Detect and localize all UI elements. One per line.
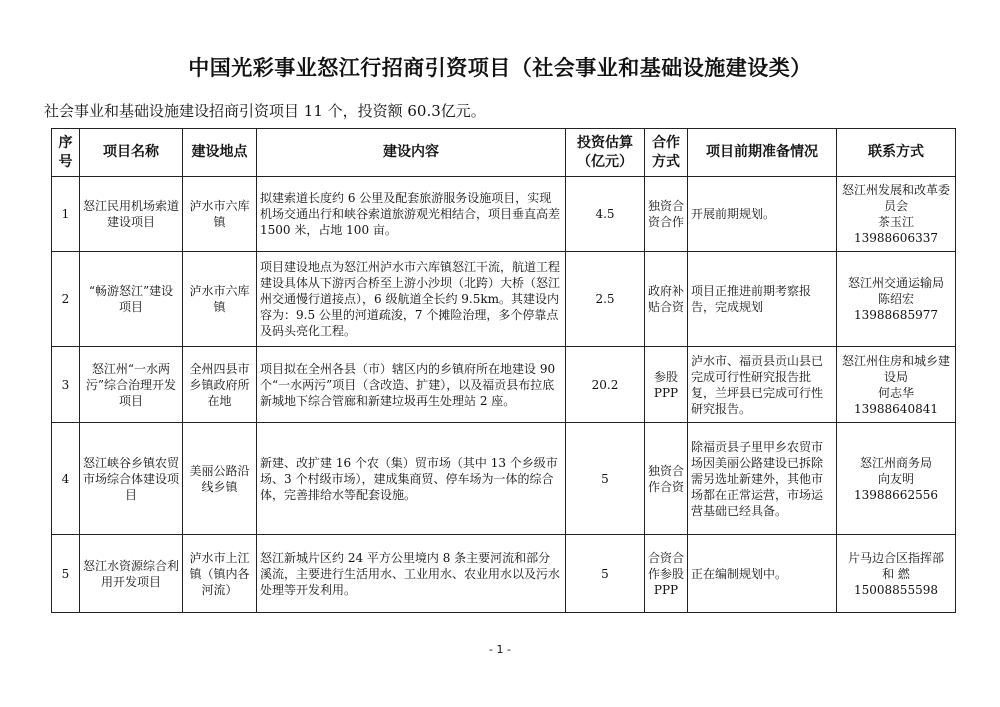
row-location: 泸水市上江镇（镇内各河流） (183, 535, 257, 613)
header-investment: 投资估算（亿元） (566, 129, 645, 177)
table-row (52, 347, 956, 423)
row-seq: 2 (52, 252, 80, 347)
row-prep: 除福贡县子里甲乡农贸市场因美丽公路建设已拆除需另选址新建外，其他市场都在正常运营，市场运营基础已经具备。 (688, 423, 837, 535)
row-prep: 项目正推进前期考察报告，完成规划 (688, 252, 837, 347)
row-investment: 20.2 (566, 347, 645, 423)
row-mode: 参股PPP (645, 347, 688, 423)
table-row (52, 177, 956, 252)
row-content: 项目建设地点为怒江州泸水市六库镇怒江干流，航道工程建设具体从下游丙合桥至上游小沙坝（北跨）大桥（怒江州交通慢行道接点），6 级航道全长约 9.5km。其建设内容为：9.5 公里的河道疏浚，7 个摊险治理，多个停靠点及码头亮化工程。 (257, 252, 566, 347)
page-title: 中国光彩事业怒江行招商引资项目（社会事业和基础设施建设类） (188, 56, 812, 80)
contact-person: 何志华 (877, 385, 914, 400)
row-location: 泸水市六库镇 (183, 252, 257, 347)
row-investment: 5 (566, 423, 645, 535)
row-location: 美丽公路沿线乡镇 (183, 423, 257, 535)
row-investment: 4.5 (566, 177, 645, 252)
row-prep: 开展前期规划。 (688, 177, 837, 252)
contact-org: 怒江州发展和改革委员会 (841, 183, 950, 213)
row-location: 全州四县市乡镇政府所在地 (183, 347, 257, 423)
header-name: 项目名称 (80, 129, 183, 177)
projects-table (51, 128, 956, 613)
row-location: 泸水市六库镇 (183, 177, 257, 252)
contact-org: 片马边合区指挥部 (847, 550, 944, 565)
table-row (52, 252, 956, 347)
row-content: 新建、改扩建 16 个农（集）贸市场（其中 13 个乡级市场、3 个村级市场），建成集商贸、停车场为一体的综合体，完善排给水等配套设施。 (257, 423, 566, 535)
row-contact (837, 252, 956, 347)
row-name: 怒江民用机场索道建设项目 (80, 177, 183, 252)
row-investment: 2.5 (566, 252, 645, 347)
row-contact (837, 423, 956, 535)
row-prep: 泸水市、福贡县贡山县已完成可行性研究报告批复，兰坪县已完成可行性研究报告。 (688, 347, 837, 423)
contact-phone: 13988662556 (854, 487, 938, 502)
row-investment: 5 (566, 535, 645, 613)
row-content: 项目拟在全州各县（市）辖区内的乡镇府所在地建设 90 个“一水两污”项目（含改造、扩建），以及福贡县布拉底新城地下综合管廊和新建垃圾再生处理站 2 座。 (257, 347, 566, 423)
header-prep: 项目前期准备情况 (688, 129, 837, 177)
header-location: 建设地点 (183, 129, 257, 177)
row-seq: 3 (52, 347, 80, 423)
row-mode: 独资合作合资 (645, 423, 688, 535)
contact-person: 向友明 (877, 471, 914, 486)
row-prep: 正在编制规划中。 (688, 535, 837, 613)
header-content: 建设内容 (257, 129, 566, 177)
header-contact: 联系方式 (837, 129, 956, 177)
contact-person: 茶玉江 (877, 215, 914, 229)
row-mode: 政府补贴合资 (645, 252, 688, 347)
row-mode: 合资合作参股PPP (645, 535, 688, 613)
contact-org: 怒江州住房和城乡建设局 (841, 353, 950, 384)
row-name: 怒江水资源综合利用开发项目 (80, 535, 183, 613)
contact-person: 和 繎 (882, 566, 910, 581)
contact-person: 陈绍宏 (877, 292, 914, 306)
header-mode: 合作方式 (645, 129, 688, 177)
row-contact (837, 177, 956, 252)
contact-org: 怒江州交通运输局 (847, 276, 944, 290)
table-row (52, 423, 956, 535)
table-row (52, 535, 956, 613)
summary-text: 社会事业和基础设施建设招商引资项目 11 个，投资额 60.3亿元。 (44, 102, 486, 120)
contact-phone: 13988640841 (854, 401, 938, 416)
row-content: 怒江新城片区约 24 平方公里境内 8 条主要河流和部分溪流，主要进行生活用水、工业用水、农业用水以及污水处理等开发利用。 (257, 535, 566, 613)
row-seq: 4 (52, 423, 80, 535)
table-header-row (52, 129, 956, 177)
row-content: 拟建索道长度约 6 公里及配套旅游服务设施项目，实现机场交通出行和峡谷索道旅游观光相结合，项目垂直高差 1500 米，占地 100 亩。 (257, 177, 566, 252)
contact-phone: 13988685977 (854, 308, 938, 322)
contact-org: 怒江州商务局 (859, 455, 932, 470)
row-mode: 独资合资合作 (645, 177, 688, 252)
contact-phone: 13988606337 (854, 231, 938, 245)
row-contact (837, 535, 956, 613)
page-number: - 1 - (489, 643, 511, 656)
row-seq: 5 (52, 535, 80, 613)
row-name: “畅游怒江”建设项目 (80, 252, 183, 347)
row-seq: 1 (52, 177, 80, 252)
header-seq: 序号 (52, 129, 80, 177)
row-name: 怒江州“一水两污”综合治理开发项目 (80, 347, 183, 423)
row-contact (837, 347, 956, 423)
row-name: 怒江峡谷乡镇农贸市场综合体建设项目 (80, 423, 183, 535)
contact-phone: 15008855598 (854, 582, 938, 597)
